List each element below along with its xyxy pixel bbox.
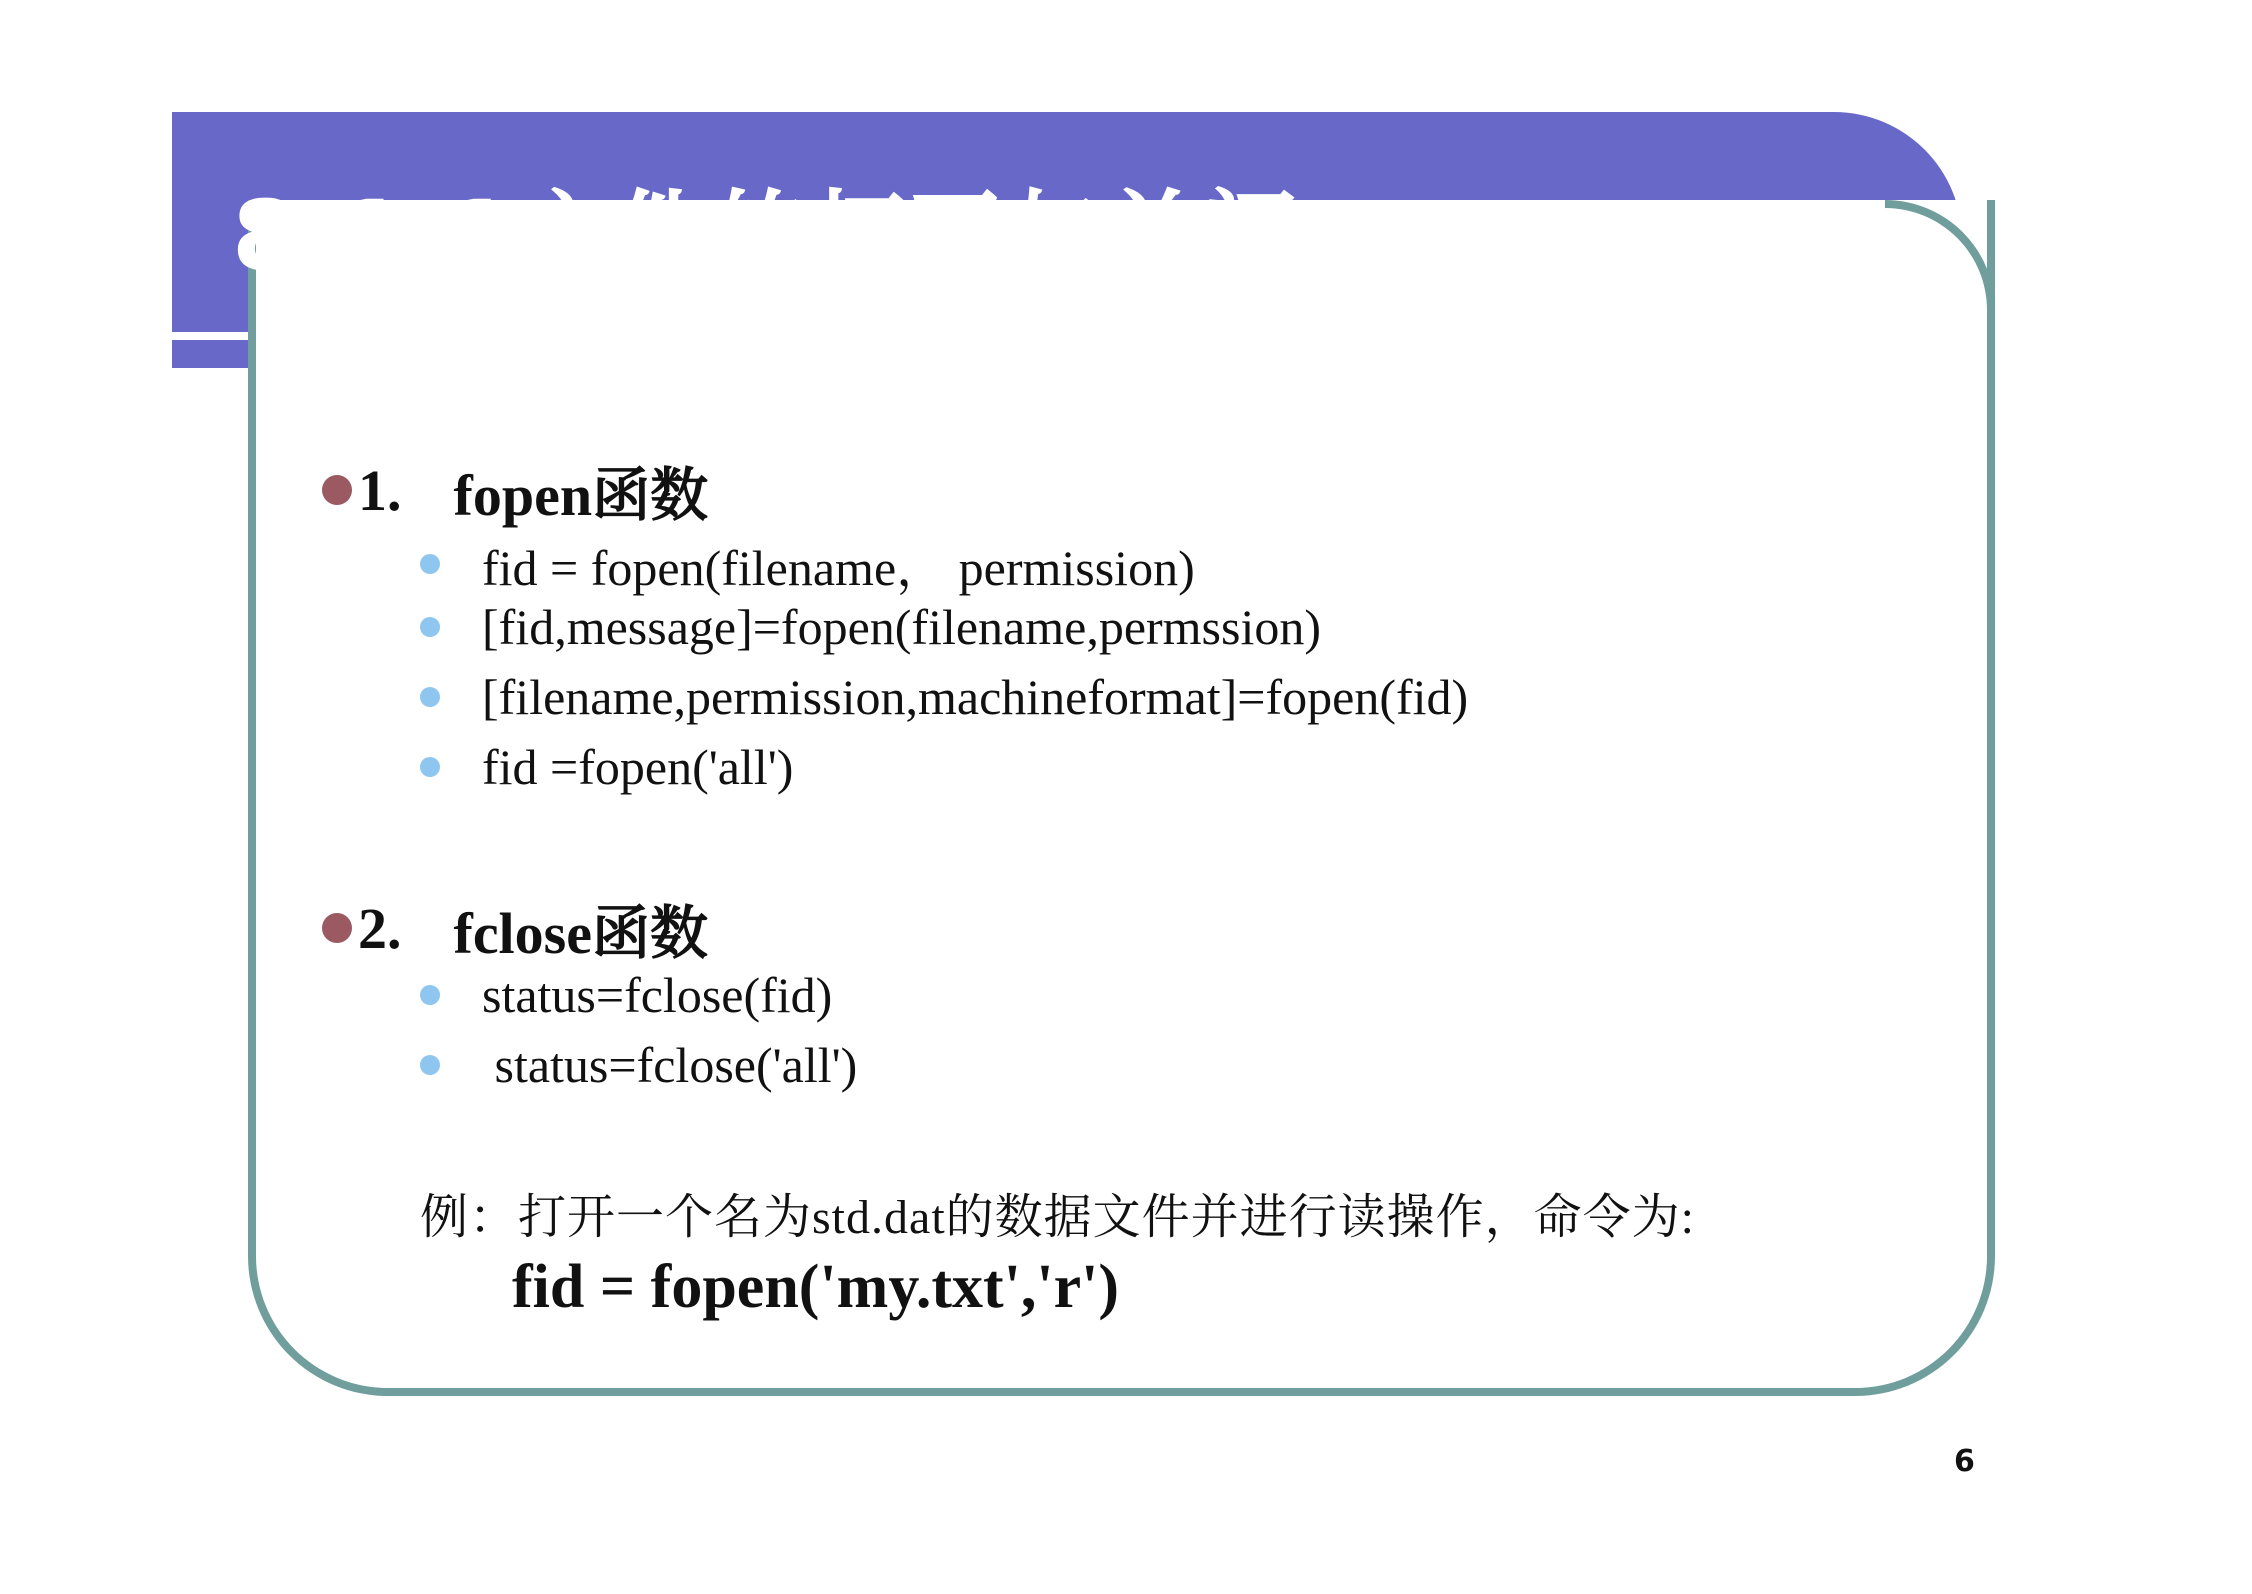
section-bullet-icon: [322, 475, 352, 505]
slide-title: 8.1.1文件的打开与关闭: [232, 180, 1300, 292]
list-item: [420, 668, 1468, 726]
list-item-text: status=fclose('all'): [482, 1037, 858, 1093]
section-heading-fopen: [322, 448, 708, 532]
list-item-text: [fid,message]=fopen(filename,permssion): [482, 599, 1322, 655]
list-item-text: fid =fopen('all'): [482, 739, 794, 795]
page-number: 6: [1954, 1444, 1975, 1479]
example-description: 例：打开一个名为std.dat的数据文件并进行读操作，命令为:: [420, 1191, 1695, 1244]
list-item: [420, 1036, 857, 1094]
list-item: [420, 598, 1321, 656]
list-item-text: status=fclose(fid): [482, 967, 833, 1023]
section-heading-fclose: [322, 886, 708, 970]
list-item: [420, 738, 793, 796]
item-bullet-icon: [420, 985, 440, 1005]
item-bullet-icon: [420, 757, 440, 777]
list-item: [420, 966, 832, 1024]
item-bullet-icon: [420, 687, 440, 707]
section-title: fopen函数: [453, 463, 709, 528]
item-bullet-icon: [420, 617, 440, 637]
section-number: 2.: [358, 895, 402, 961]
list-item-text: fid = fopen(filename， permission): [482, 540, 1195, 596]
list-item-text: [filename,permission,machineformat]=fopen(fid): [482, 669, 1469, 725]
list-item: [420, 528, 1195, 600]
example-code: fid = fopen('my.txt','r'): [512, 1253, 1120, 1321]
section-title: fclose函数: [453, 901, 708, 966]
section-number: 1.: [358, 457, 402, 523]
item-bullet-icon: [420, 1055, 440, 1075]
item-bullet-icon: [420, 554, 440, 574]
section-bullet-icon: [322, 913, 352, 943]
